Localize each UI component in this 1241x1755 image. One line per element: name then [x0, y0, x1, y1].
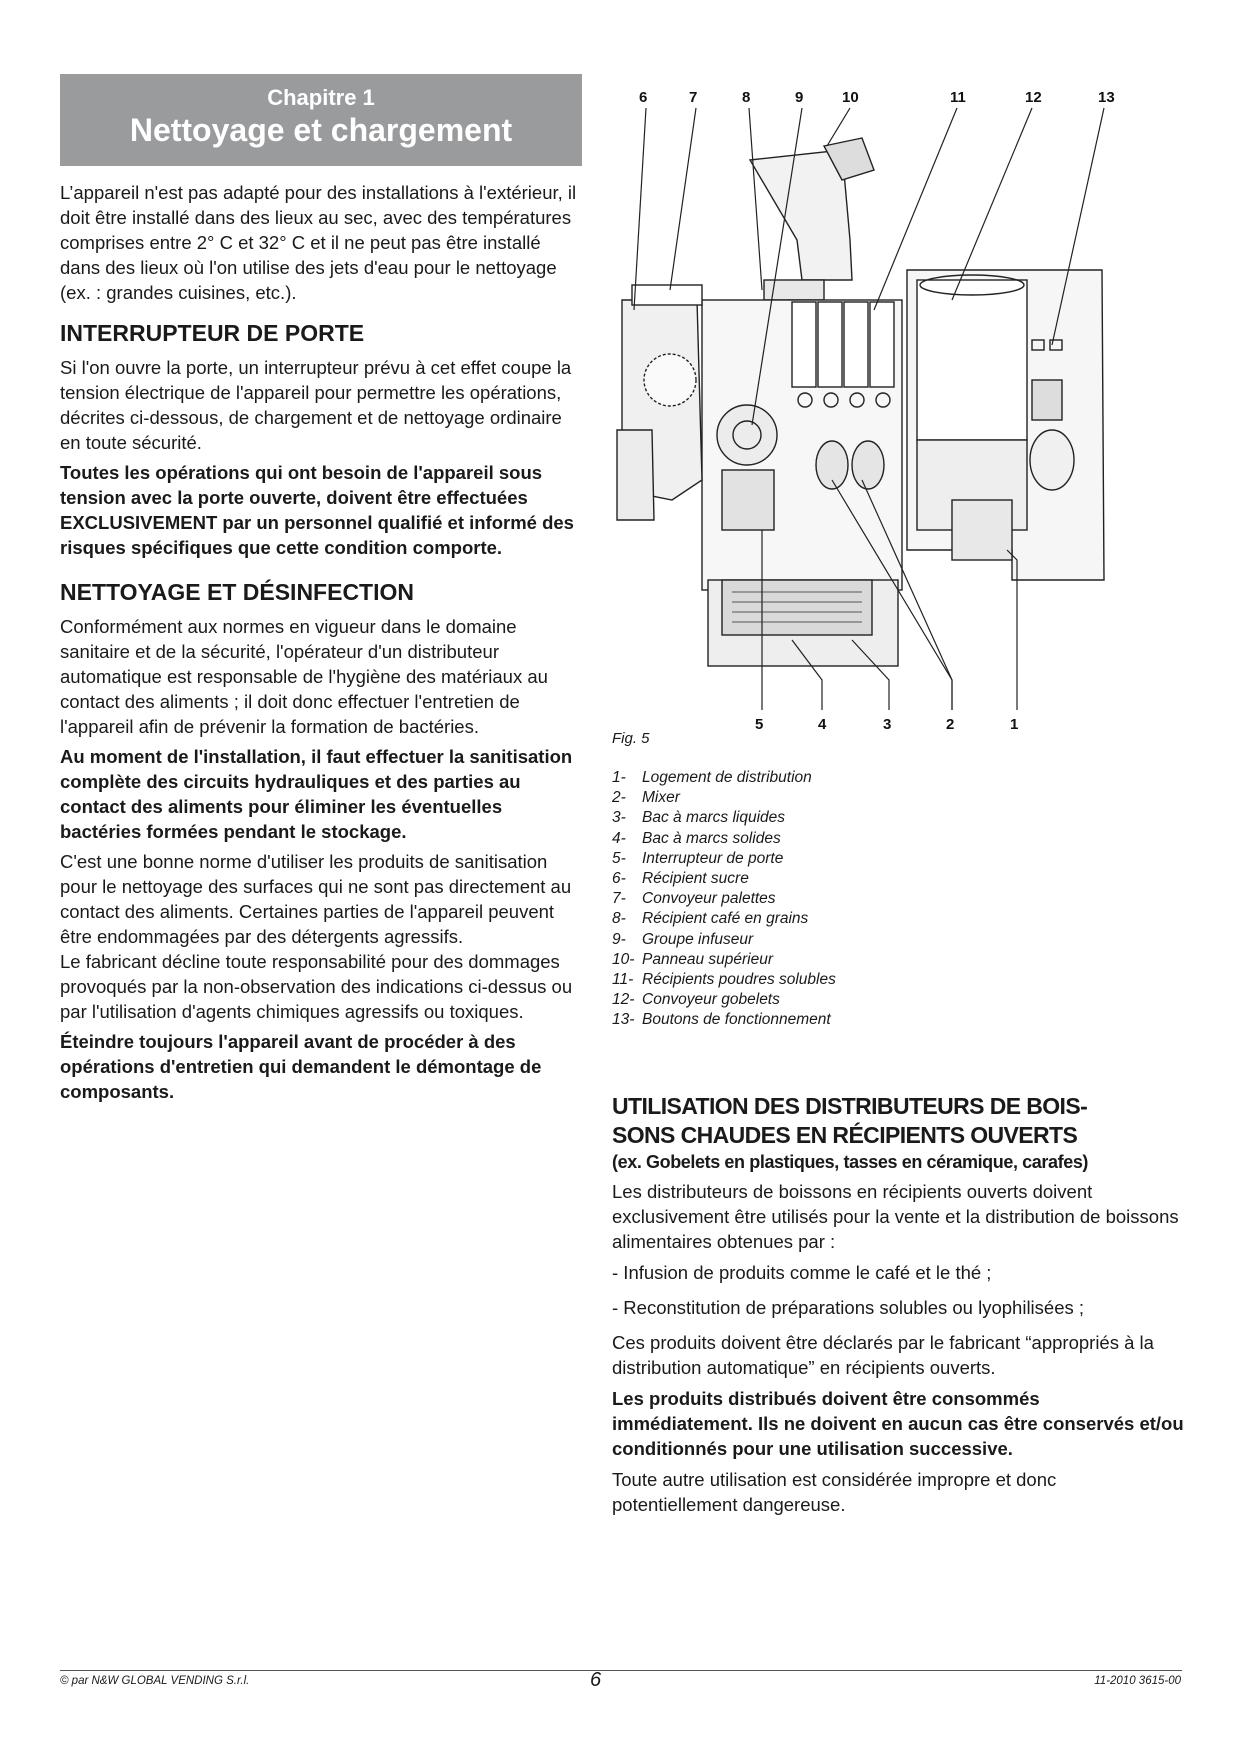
legend-num: 3- — [612, 809, 626, 827]
legend-text: Bac à marcs solides — [642, 829, 781, 847]
legend-item — [612, 1010, 836, 1030]
label-10: 10 — [842, 89, 859, 106]
legend-text: Logement de distribution — [642, 769, 812, 786]
section-heading-line1: UTILISATION DES DISTRIBUTEURS DE BOIS- — [612, 1093, 1088, 1119]
interrupteur-warning: Toutes les opérations qui ont besoin de l'appareil sous tension avec la porte ouverte, doivent être effectuées EXCLUSIVEMENT par un personnel qualifié et informé des risques spécifiques que cette condition comporte. — [60, 462, 574, 558]
heading-nettoyage: NETTOYAGE ET DÉSINFECTION — [60, 579, 414, 605]
legend-item — [612, 829, 836, 849]
legend-text: Bac à marcs liquides — [642, 809, 786, 827]
legend-item — [612, 849, 836, 869]
legend-num: 13- — [612, 1011, 635, 1029]
legend-item — [612, 889, 836, 909]
chapter-header — [60, 74, 582, 166]
legend-item — [612, 808, 836, 828]
legend-text: Récipient sucre — [642, 870, 749, 888]
legend-item — [612, 950, 836, 970]
nettoyage-paragraph: Conformément aux normes en vigueur dans le domaine sanitaire et de la sécurité, l'opérateur d'un distributeur automatique est responsable de l'hygiène des matériaux au contact des aliments ; il doit donc effectuer l'entretien de l'appareil afin de prévenir la formation de bactéries. — [60, 616, 548, 737]
legend-num: 1- — [612, 769, 626, 786]
legend-text: Convoyeur gobelets — [642, 991, 780, 1009]
figure-legend — [612, 768, 836, 1031]
footer-copyright: © par N&W GLOBAL VENDING S.r.l. — [60, 1675, 250, 1687]
legend-item — [612, 788, 836, 808]
chapter-number: Chapitre 1 — [267, 85, 375, 110]
section-paragraph-3: Toute autre utilisation est considérée impropre et donc potentiellement dangereuse. — [612, 1469, 1057, 1515]
legend-text: Récipients poudres solubles — [642, 971, 836, 989]
section-paragraph-1: Les distributeurs de boissons en récipients ouverts doivent exclusivement être utilisés pour la vente et la distribution de boissons alimentaires obtenues par : — [612, 1181, 1179, 1252]
legend-num: 9- — [612, 930, 626, 948]
label-9: 9 — [795, 89, 804, 106]
label-5: 5 — [755, 716, 764, 733]
hot-drinks-section — [612, 1092, 1184, 1523]
legend-item — [612, 869, 836, 889]
legend-text: Interrupteur de porte — [642, 849, 784, 867]
legend-num: 4- — [612, 829, 626, 847]
norme-paragraph: C'est une bonne norme d'utiliser les produits de sanitisation pour le nettoyage des surfaces qui ne sont pas directement au contact des aliments. Certaines parties de l'appareil peuvent être endommagées par des détergents agressifs. — [60, 851, 572, 947]
legend-text: Panneau supérieur — [642, 950, 773, 968]
label-13: 13 — [1098, 89, 1115, 106]
legend-num: 7- — [612, 890, 626, 908]
eteindre-warning: Éteindre toujours l'appareil avant de procéder à des opérations d'entretien qui demandent le démontage de composants. — [60, 1031, 542, 1102]
interrupteur-paragraph: Si l'on ouvre la porte, un interrupteur prévu à cet effet coupe la tension électrique de l'appareil pour permettre les opérations, décrites ci-dessous, de chargement et de nettoyage ordinaire en toute sécurité. — [60, 357, 572, 453]
dash-item-infusion: - Infusion de produits comme le café et le thé ; — [612, 1262, 992, 1283]
section-subheading: (ex. Gobelets en plastiques, tasses en céramique, carafes) — [612, 1152, 1089, 1172]
legend-num: 5- — [612, 849, 626, 867]
dash-item-reconstitution: - Reconstitution de préparations solubles ou lyophilisées ; — [612, 1297, 1085, 1318]
label-4: 4 — [818, 716, 827, 733]
footer-docref: 11-2010 3615-00 — [1094, 1675, 1181, 1687]
installation-warning: Au moment de l'installation, il faut effectuer la sanitisation complète des circuits hydrauliques et des parties au contact des aliments pour éliminer les éventuelles bactéries formées pendant le stockage. — [60, 746, 573, 842]
legend-item — [612, 768, 836, 788]
fabricant-paragraph: Le fabricant décline toute responsabilité pour des dommages provoqués par la non-observation des indications ci-dessus ou par l'utilisation d'agents chimiques agressifs ou toxiques. — [60, 951, 573, 1022]
legend-text: Mixer — [642, 789, 680, 807]
heading-interrupteur: INTERRUPTEUR DE PORTE — [60, 320, 365, 346]
legend-num: 8- — [612, 910, 626, 928]
label-7: 7 — [689, 89, 698, 106]
label-11: 11 — [950, 89, 966, 106]
machine-drawing — [612, 80, 1132, 740]
legend-num: 6- — [612, 870, 626, 888]
label-8: 8 — [742, 89, 751, 106]
legend-num: 2- — [612, 789, 626, 807]
machine-diagram — [612, 80, 1132, 740]
legend-num: 11- — [612, 971, 634, 989]
legend-text: Boutons de fonctionnement — [642, 1011, 831, 1029]
intro-paragraph: L’appareil n'est pas adapté pour des installations à l'extérieur, il doit être installé dans des lieux au sec, avec des températures comprises entre 2° C et 32° C et il ne peut pas être installé dans des lieux où l'on utilise des jets d'eau pour le nettoyage (ex. : grandes cuisines, etc.). — [60, 182, 577, 303]
section-heading-line2: SONS CHAUDES EN RÉCIPIENTS OUVERTS — [612, 1122, 1078, 1148]
page-number: 6 — [590, 1669, 602, 1691]
label-3: 3 — [883, 716, 892, 733]
section-warning: Les produits distribués doivent être consommés immédiatement. Ils ne doivent en aucun cas être conservés et/ou conditionnés pour une utilisation successive. — [612, 1388, 1184, 1459]
section-paragraph-2: Ces produits doivent être déclarés par le fabricant “appropriés à la distribution automatique” en récipients ouverts. — [612, 1332, 1154, 1378]
legend-num: 12- — [612, 991, 635, 1009]
legend-item — [612, 990, 836, 1010]
footer-divider — [60, 1670, 1182, 1671]
legend-item — [612, 909, 836, 929]
legend-num: 10- — [612, 950, 635, 968]
legend-item — [612, 930, 836, 950]
label-1: 1 — [1010, 716, 1019, 733]
figure-caption: Fig. 5 — [612, 730, 650, 747]
legend-text: Récipient café en grains — [642, 910, 809, 928]
legend-text: Groupe infuseur — [642, 930, 754, 948]
legend-text: Convoyeur palettes — [642, 890, 776, 908]
chapter-title: Nettoyage et chargement — [129, 112, 513, 148]
label-12: 12 — [1025, 89, 1042, 106]
legend-item — [612, 970, 836, 990]
label-2: 2 — [946, 716, 955, 733]
label-6: 6 — [639, 89, 648, 106]
left-column — [60, 74, 582, 1109]
